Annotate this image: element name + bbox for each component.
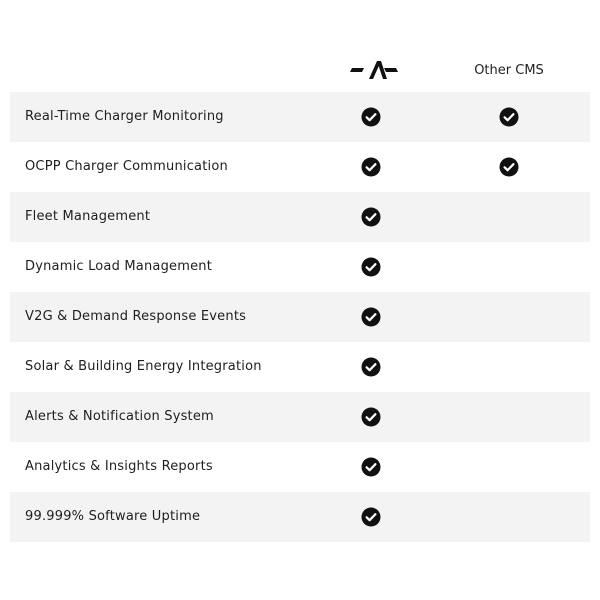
feature-row <box>10 192 590 242</box>
feature-label: Fleet Management <box>25 209 151 224</box>
brand-check-icon <box>361 357 381 377</box>
brand-check-icon <box>361 507 381 527</box>
other-cms-column-header: Other CMS <box>474 63 544 78</box>
brand-check-icon <box>361 257 381 277</box>
feature-label: Alerts & Notification System <box>25 409 214 424</box>
feature-row <box>10 342 590 392</box>
feature-row <box>10 242 590 292</box>
feature-label: OCPP Charger Communication <box>25 159 228 174</box>
brand-check-icon <box>361 207 381 227</box>
feature-row <box>10 92 590 142</box>
feature-label: 99.999% Software Uptime <box>25 509 201 524</box>
brand-check-icon <box>361 107 381 127</box>
feature-label: Solar & Building Energy Integration <box>25 359 262 374</box>
feature-row <box>10 142 590 192</box>
brand-logo-icon <box>350 59 398 81</box>
other-cms-check-icon <box>499 157 519 177</box>
feature-label: Analytics & Insights Reports <box>25 459 213 474</box>
feature-row <box>10 442 590 492</box>
brand-check-icon <box>361 157 381 177</box>
comparison-header <box>0 0 600 92</box>
feature-row <box>10 292 590 342</box>
feature-label: V2G & Demand Response Events <box>25 309 247 324</box>
feature-comparison-table <box>10 92 590 542</box>
brand-check-icon <box>361 307 381 327</box>
feature-label: Dynamic Load Management <box>25 259 213 274</box>
feature-row <box>10 492 590 542</box>
feature-label: Real-Time Charger Monitoring <box>25 109 224 124</box>
brand-check-icon <box>361 457 381 477</box>
brand-check-icon <box>361 407 381 427</box>
other-cms-check-icon <box>499 107 519 127</box>
feature-row <box>10 392 590 442</box>
